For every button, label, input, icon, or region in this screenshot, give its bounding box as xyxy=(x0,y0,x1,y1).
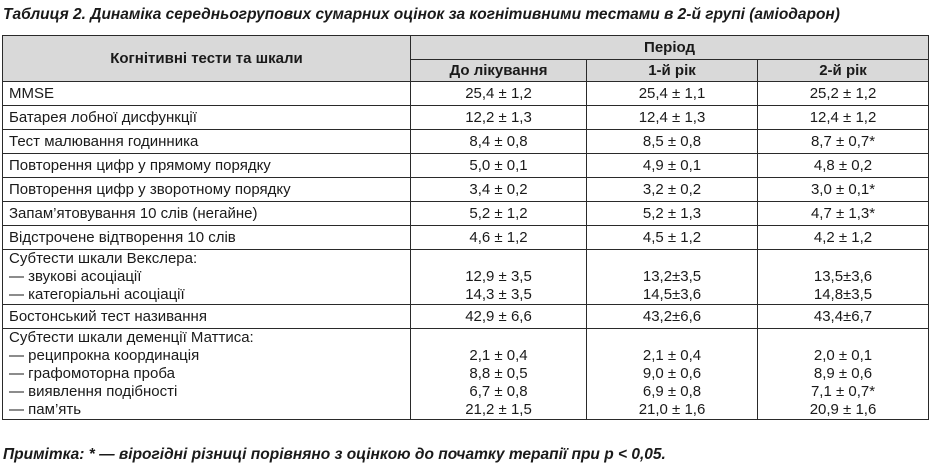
cell-value: 13,5±3,6 xyxy=(813,268,873,285)
table-row-wechsler xyxy=(3,250,929,305)
cell-group xyxy=(758,329,929,420)
cell-value: 3,0 ± 0,1* xyxy=(758,178,929,202)
table-row xyxy=(3,202,929,226)
cell-value: 4,9 ± 0,1 xyxy=(587,154,758,178)
cell-value: 8,9 ± 0,6 xyxy=(813,365,873,382)
row-label: Батарея лобної дисфункції xyxy=(3,106,411,130)
cell-group xyxy=(587,329,758,420)
row-label: Відстрочене відтворення 10 слів xyxy=(3,226,411,250)
cell-group xyxy=(411,329,587,420)
header-period: Період xyxy=(411,36,929,60)
subitem-label: — графомоторна проба xyxy=(9,365,175,382)
table-row xyxy=(3,106,929,130)
group-title: Субтести шкали Векслера: xyxy=(9,250,198,267)
subitem-label: — реципрокна координація xyxy=(9,347,200,364)
header-year-1: 1-й рік xyxy=(587,60,758,82)
cell-group xyxy=(758,250,929,305)
cell-value: 3,2 ± 0,2 xyxy=(587,178,758,202)
header-tests: Когнітивні тести та шкали xyxy=(3,36,411,82)
header-year-2: 2-й рік xyxy=(758,60,929,82)
cell-value: 43,4±6,7 xyxy=(758,305,929,329)
cell-value: 8,4 ± 0,8 xyxy=(411,130,587,154)
cell-value: 20,9 ± 1,6 xyxy=(809,401,877,418)
row-label: MMSE xyxy=(3,82,411,106)
cell-value: 2,0 ± 0,1 xyxy=(813,347,873,364)
cell-value: 21,2 ± 1,5 xyxy=(465,401,532,418)
group-title: Субтести шкали деменції Маттиса: xyxy=(9,329,254,346)
cell-value: 2,1 ± 0,4 xyxy=(469,347,528,364)
cell-value: 25,4 ± 1,1 xyxy=(587,82,758,106)
subitem-label: — категоріальні асоціації xyxy=(9,286,185,303)
table-row xyxy=(3,130,929,154)
cell-value: 12,9 ± 3,5 xyxy=(465,268,532,285)
row-label: Повторення цифр у зворотному порядку xyxy=(3,178,411,202)
cell-value: 14,8±3,5 xyxy=(813,286,873,303)
cell-value: 5,2 ± 1,3 xyxy=(587,202,758,226)
cell-value: 12,4 ± 1,2 xyxy=(758,106,929,130)
subitem-label: — звукові асоціації xyxy=(9,268,142,285)
cell-value: 4,5 ± 1,2 xyxy=(587,226,758,250)
cell-value: 4,2 ± 1,2 xyxy=(758,226,929,250)
cell-value: 6,7 ± 0,8 xyxy=(469,383,528,400)
table-row xyxy=(3,82,929,106)
cell-group xyxy=(411,250,587,305)
cell-value: 42,9 ± 6,6 xyxy=(411,305,587,329)
cell-value: 3,4 ± 0,2 xyxy=(411,178,587,202)
cell-value: 9,0 ± 0,6 xyxy=(642,365,702,382)
table-row xyxy=(3,154,929,178)
cell-value: 12,4 ± 1,3 xyxy=(587,106,758,130)
cell-group xyxy=(587,250,758,305)
cell-value: 2,1 ± 0,4 xyxy=(642,347,702,364)
row-label: Запам’ятовування 10 слів (негайне) xyxy=(3,202,411,226)
table-row xyxy=(3,178,929,202)
cell-value: 5,2 ± 1,2 xyxy=(411,202,587,226)
header-before-treatment: До лікування xyxy=(411,60,587,82)
cell-value: 8,8 ± 0,5 xyxy=(469,365,528,382)
row-label-group xyxy=(3,250,411,305)
cell-value: 43,2±6,6 xyxy=(587,305,758,329)
cell-value: 8,7 ± 0,7* xyxy=(758,130,929,154)
row-label: Бостонський тест називання xyxy=(3,305,411,329)
cognitive-tests-table xyxy=(2,35,929,420)
cell-value: 8,5 ± 0,8 xyxy=(587,130,758,154)
table-caption: Таблиця 2. Динаміка середньогрупових сумарних оцінок за когнітивними тестами в 2-й групі (аміодарон) xyxy=(3,6,840,23)
cell-value: 14,5±3,6 xyxy=(642,286,702,303)
table-row xyxy=(3,305,929,329)
cell-value: 4,8 ± 0,2 xyxy=(758,154,929,178)
cell-value: 13,2±3,5 xyxy=(642,268,702,285)
cell-value: 4,7 ± 1,3* xyxy=(758,202,929,226)
subitem-label: — пам’ять xyxy=(9,401,82,418)
table-footnote: Примітка: * — вірогідні різниці порівняно з оцінкою до початку терапії при р < 0,05. xyxy=(3,446,666,463)
subitem-label: — виявлення подібності xyxy=(9,383,178,400)
cell-value: 21,0 ± 1,6 xyxy=(638,401,706,418)
cell-value: 25,4 ± 1,2 xyxy=(411,82,587,106)
cell-value: 6,9 ± 0,8 xyxy=(642,383,702,400)
table-row xyxy=(3,226,929,250)
cell-value: 7,1 ± 0,7* xyxy=(810,383,876,400)
row-label-group xyxy=(3,329,411,420)
row-label: Повторення цифр у прямому порядку xyxy=(3,154,411,178)
cell-value: 14,3 ± 3,5 xyxy=(465,286,532,303)
cell-value: 4,6 ± 1,2 xyxy=(411,226,587,250)
cell-value: 25,2 ± 1,2 xyxy=(758,82,929,106)
cell-value: 12,2 ± 1,3 xyxy=(411,106,587,130)
table-row-mattis xyxy=(3,329,929,420)
cell-value: 5,0 ± 0,1 xyxy=(411,154,587,178)
row-label: Тест малювання годинника xyxy=(3,130,411,154)
